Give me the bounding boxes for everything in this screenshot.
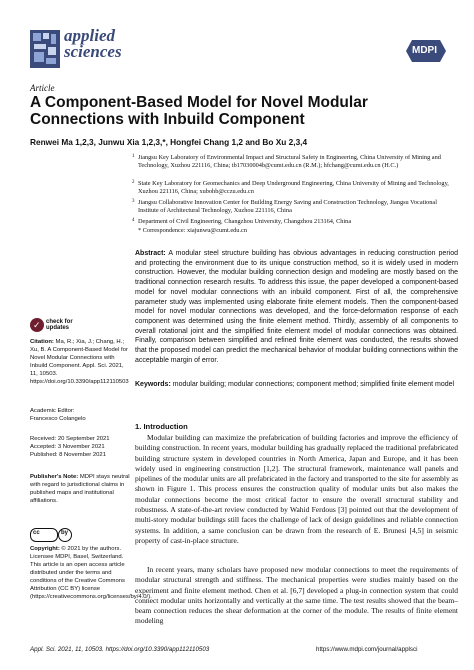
published-date: Published: 8 November 2021 <box>30 452 106 458</box>
abstract-label: Abstract: <box>135 250 166 257</box>
abstract <box>135 249 458 365</box>
journal-name-line2: sciences <box>64 42 122 61</box>
affiliation-1 <box>132 154 458 171</box>
author-list: Renwei Ma 1,2,3, Junwu Xia 1,2,3,*, Hongfei Chang 1,2 and Bo Xu 2,3,4 <box>30 137 308 147</box>
section-heading: 1. Introduction <box>135 422 188 431</box>
affiliation-number: 2 <box>132 180 135 185</box>
keywords-label: Keywords: <box>135 381 171 388</box>
copyright-text: © 2021 by the authors. Licensee MDPI, Basel, Switzerland. This article is an open access article distributed under the terms and conditions of the Creative Commons Attribution (CC BY) license (https://creativecommons.org/licenses/by/4.0/). <box>30 546 152 600</box>
publisher-note-label: Publisher's Note: <box>30 474 79 480</box>
footer-journal-link[interactable]: https://www.mdpi.com/journal/applsci <box>316 646 418 653</box>
copyright-label: Copyright: <box>30 546 60 552</box>
affiliation-text: Jiangsu Collaborative Innovation Center for Building Energy Saving and Construction Technology, Jiangsu Vocational Institute of Architectural Technology, Xuzhou 221116, China <box>138 199 437 215</box>
check-for-updates-label[interactable]: check for updates <box>46 319 73 332</box>
by-label: by <box>61 530 69 536</box>
footer-citation[interactable]: Appl. Sci. 2021, 11, 10503. https://doi.org/10.3390/app112110503 <box>30 646 210 653</box>
received-date: Received: 20 September 2021 <box>30 436 110 442</box>
abstract-text: A modular steel structure building has obvious advantages in reducing construction period and protecting the environment due to its unique construction method, so it is widely used in modern construction. However, the modular building connection design and modeling are mostly based on the traditional connection research results. To address this issue, the paper developed a component-based model for novel modular connections with an inbuild component. First of all, the comprehensive parameter study was implemented using elaborate finite element models. Then the component-based model for novel modular connections was developed, and the force-deformation response of each component was determined using the finite element method. Thirdly, assembly of all components to overall rotational joint and the simplified finite element model of modular connections was obtained. Finally, comparison between simplified and refined finite element was conducted, the results showed that the proposed model can predict the mechanical behavior of modular building connections within the acceptable margin of error. <box>135 250 458 364</box>
paper-title: A Component-Based Model for Novel Modular Connections with Inbuild Component <box>30 94 368 128</box>
keywords-text: modular building; modular connections; component method; simplified finite element model <box>172 381 455 388</box>
publisher-label: MDPI <box>412 45 437 56</box>
journal-name <box>64 28 122 60</box>
affiliation-text: Department of Civil Engineering, Changzhou University, Changzhou 213164, China <box>138 218 352 225</box>
academic-editor-label: Academic Editor: <box>30 408 75 414</box>
accepted-date: Accepted: 3 November 2021 <box>30 444 105 450</box>
affiliation-number: 3 <box>132 199 135 204</box>
cc-label: cc <box>33 530 40 536</box>
correspondence: * Correspondence: xiajunwu@cumt.edu.cn <box>138 227 247 234</box>
check-icon: ✓ <box>33 320 41 330</box>
affiliation-3 <box>132 199 458 216</box>
dates <box>30 435 130 459</box>
citation <box>30 338 130 386</box>
keywords <box>135 380 458 390</box>
affiliation-4 <box>132 218 458 226</box>
intro-paragraph-1: Modular building can maximize the prefabrication of building factories and improve the efficiency of building construction. In recent years, modular building has gradually replaced the traditional prefabricated building structure system in developed countries in North America, Japan and Europe, and it has been widely used in engineering construction [1,2]. The structural framework, maintenance wall panels and pipelines of the modular units are all prefabricated in the factory and transported to the site for assembly as shown in Figure 1. This process ensures the construction quality of modular units but also makes the modular connections become the most critical factor to ensure the overall structural stability and robustness. A state-of-the-art review conducted by Wahid Ferdous [3] pointed out that the development of multi-story modular buildings still faces the challenge of lack of design guidelines and reliable connection systems. In addition, a same conclusion can be drawn from the research of E. Brunesi [4,5] in seismic property of cast-in-place structure. <box>135 433 458 545</box>
copyright <box>30 545 152 601</box>
affiliation-text: State Key Laboratory for Geomechanics and Deep Underground Engineering, China University of Mining and Technology, Xuzhou 221116, China; xubohb@cczu.edu.cn <box>138 180 449 196</box>
affiliation-text: Jiangsu Key Laboratory of Environmental Impact and Structural Safety in Engineering, China University of Mining and Technology, Xuzhou 221116, China; tb17030004b@cumt.edu.cn (R.M.); hfchang@cumt.edu.cn (H.C.) <box>138 154 441 170</box>
citation-label: Citation: <box>30 339 54 345</box>
publisher-note <box>30 473 130 505</box>
affiliation-number: 1 <box>132 154 135 159</box>
intro-paragraph-2: In recent years, many scholars have proposed new modular connections to meet the requirements of modular structural strength and stiffness. The mechanical properties were studies mainly based on the experiment and finite element method. Chen et al. [6,7] developed a plug-in connection system that could connect modular units horizontally and vertically at the same time. The test results showed that the beam–beam connection reduces the shear deformation at the corner of the module. The results of finite element modeling <box>135 565 458 626</box>
publisher-note-text: MDPI stays neutral with regard to jurisdictional claims in published maps and institutional affiliations. <box>30 474 130 504</box>
academic-editor <box>30 407 130 423</box>
affiliation-2 <box>132 180 458 197</box>
journal-name-line1: applied <box>64 26 115 45</box>
article-type: Article <box>30 83 55 93</box>
citation-text: Ma, R.; Xia, J.; Chang, H.; Xu, B. A Component-Based Model for Novel Modular Connections with Inbuild Component. Appl. Sci. 2021, 11, 10503. https://doi.org/10.3390/app112110503 <box>30 339 129 385</box>
affiliation-number: 4 <box>132 218 135 223</box>
academic-editor-name: Francesco Colangelo <box>30 416 86 422</box>
journal-logo <box>30 30 60 68</box>
